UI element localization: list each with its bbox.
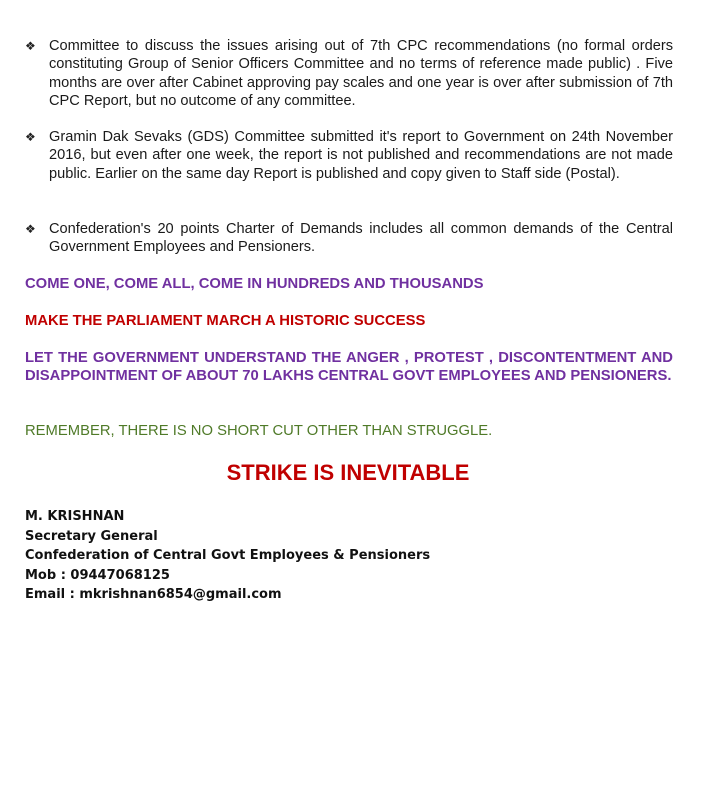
bullet-item-gds-committee xyxy=(25,128,673,183)
signatory-name: M. KRISHNAN xyxy=(25,509,125,524)
bullet-text: Gramin Dak Sevaks (GDS) Committee submitted it's report to Government on 24th November 2016, but even after one week, the report is not published and recommendations are not made public. Earlier on the same day Report is published and copy given to Staff side (Postal). xyxy=(49,129,673,182)
slogan-remember: REMEMBER, THERE IS NO SHORT CUT OTHER THAN STRUGGLE. xyxy=(25,423,493,439)
signatory-mobile: Mob : 09447068125 xyxy=(25,567,170,583)
diamond-bullet-icon: ❖ xyxy=(25,39,36,53)
slogan-parliament-march: MAKE THE PARLIAMENT MARCH A HISTORIC SUCCESS xyxy=(25,313,426,329)
signature-block xyxy=(25,507,430,605)
diamond-bullet-icon: ❖ xyxy=(25,130,36,144)
slogan-government-understand: LET THE GOVERNMENT UNDERSTAND THE ANGER , PROTEST , DISCONTENTMENT AND DISAPPOINTMENT OF ABOUT 70 LAKHS CENTRAL GOVT EMPLOYEES AND PENSIONERS. xyxy=(25,350,673,385)
bullet-item-charter-of-demands xyxy=(25,220,673,257)
bullet-text: Committee to discuss the issues arising out of 7th CPC recommendations (no formal orders constituting Group of Senior Officers Committee and no terms of reference made public) . Five months are over after Cabinet approving pay scales and one year is over after submission of 7th CPC Report, but no outcome of any committee. xyxy=(49,38,673,110)
diamond-bullet-icon: ❖ xyxy=(25,222,36,236)
signatory-organisation: Confederation of Central Govt Employees & Pensioners xyxy=(25,548,431,564)
bullet-text: Confederation's 20 points Charter of Demands includes all common demands of the Central Government Employees and Pensioners. xyxy=(49,221,673,256)
signatory-email: Email : mkrishnan6854@gmail.com xyxy=(25,587,282,603)
headline-strike: STRIKE IS INEVITABLE xyxy=(226,460,470,485)
signatory-designation: Secretary General xyxy=(25,528,158,544)
bullet-item-cpc-committee xyxy=(25,37,673,111)
slogan-come-all: COME ONE, COME ALL, COME IN HUNDREDS AND THOUSANDS xyxy=(25,276,484,292)
